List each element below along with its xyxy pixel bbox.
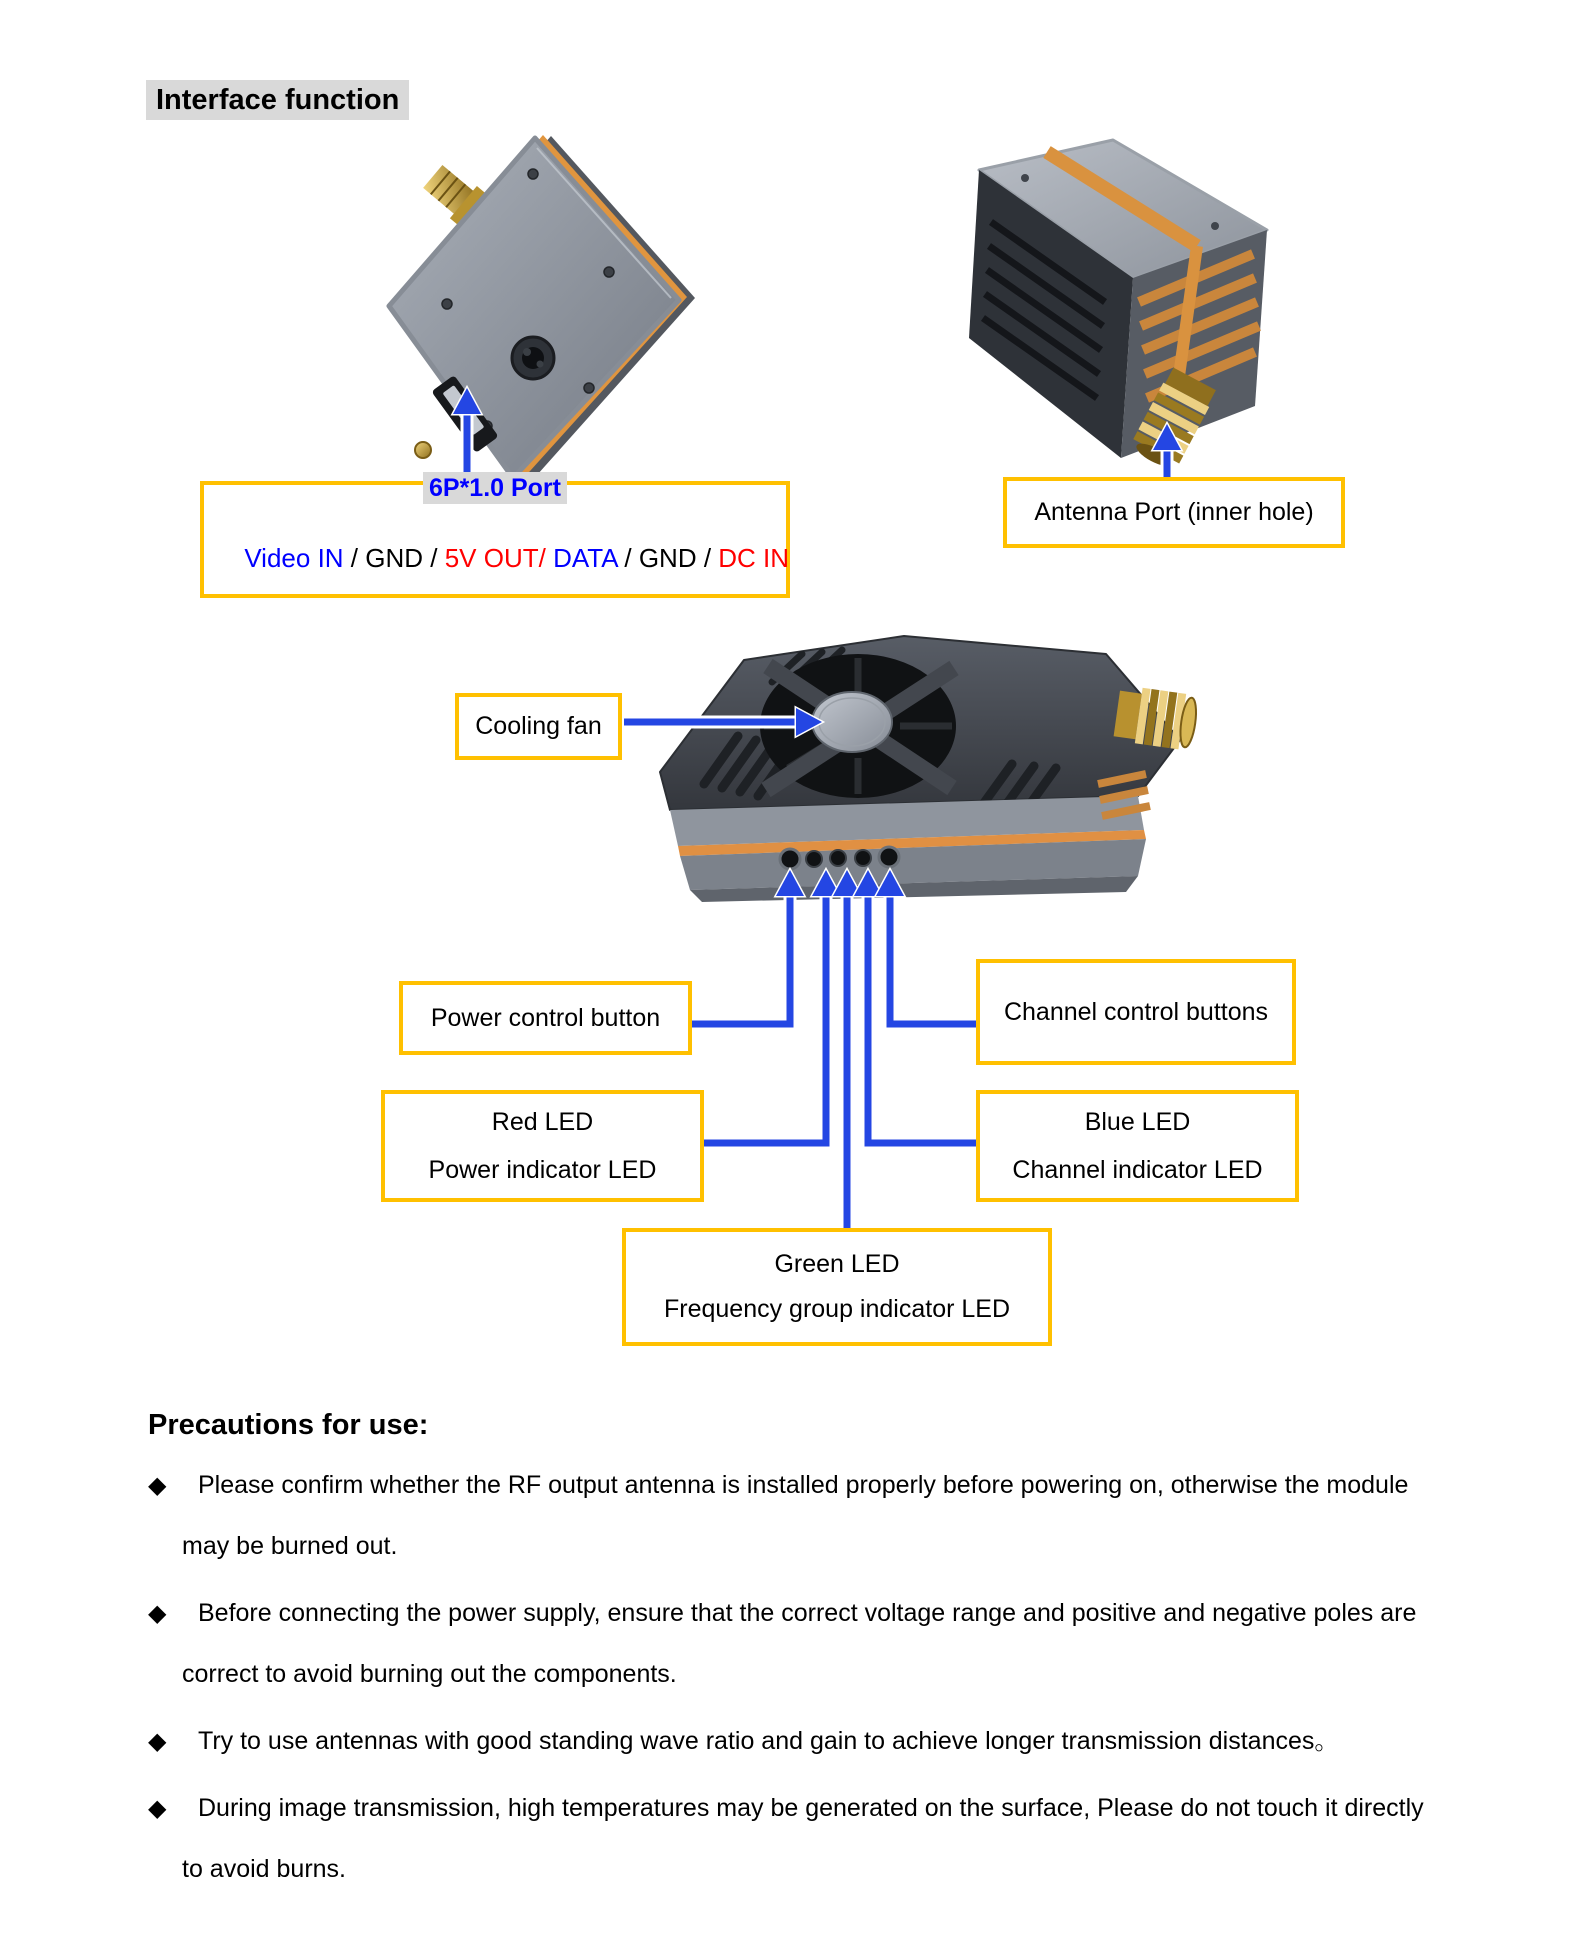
- channel-button: [879, 847, 899, 867]
- precaution-text-line: Try to use antennas with good standing wave ratio and gain to achieve longer transmission distances。: [198, 1727, 1340, 1755]
- diamond-bullet-icon: ◆: [148, 1472, 167, 1499]
- blue-led-line2: Channel indicator LED: [1012, 1155, 1263, 1184]
- 6p-port-title: 6P*1.0 Port: [423, 472, 567, 504]
- diamond-bullet-icon: ◆: [148, 1600, 167, 1627]
- precaution-item: [148, 1455, 1568, 1577]
- pin-segment: /: [696, 543, 719, 573]
- pin-segment: /: [423, 543, 445, 573]
- mount-nut: [512, 337, 554, 379]
- antenna-port-label: Antenna Port (inner hole): [1034, 498, 1314, 526]
- red-led-line1: Red LED: [491, 1107, 594, 1136]
- callout-channel-control-buttons: [976, 959, 1296, 1065]
- blue-led: [855, 850, 871, 866]
- precaution-item: [148, 1778, 1568, 1900]
- corner-screw: [415, 442, 431, 458]
- power-button: [780, 849, 800, 869]
- pin-segment: /: [617, 543, 639, 573]
- 6p-port-title-row: [423, 474, 567, 503]
- pin-segment: 5V OUT: [444, 543, 539, 573]
- power-control-label: Power control button: [430, 1003, 661, 1032]
- precaution-text-line: Please confirm whether the RF output antenna is installed properly before powering on, otherwise the module: [198, 1471, 1409, 1499]
- screw-hole: [1021, 174, 1029, 182]
- transmitter-top-fan-view-photo: [646, 624, 1196, 919]
- pin-segment: GND: [365, 543, 424, 573]
- blue-led-line1: Blue LED: [1084, 1107, 1191, 1136]
- green-led-line2: Frequency group indicator LED: [663, 1295, 1011, 1323]
- green-led-line1: Green LED: [774, 1250, 900, 1278]
- diamond-bullet-icon: ◆: [148, 1728, 167, 1755]
- transmitter-front-view-photo: [383, 126, 703, 491]
- page-title: [146, 84, 409, 117]
- precautions-heading: Precautions for use:: [148, 1409, 429, 1441]
- callout-cooling-fan: [455, 693, 622, 760]
- precautions-section: [148, 1407, 1568, 1906]
- screw-hole: [1211, 222, 1219, 230]
- precaution-text-line: correct to avoid burning out the components.: [182, 1660, 677, 1688]
- precaution-item: [148, 1583, 1568, 1705]
- pin-segment: DATA: [553, 543, 618, 573]
- fan-hub: [812, 692, 892, 752]
- transmitter-front-view-illustration: [383, 126, 703, 491]
- red-led: [806, 851, 822, 867]
- precaution-text-line: During image transmission, high temperatures may be generated on the surface, Please do not touch it directly: [198, 1794, 1424, 1822]
- arrow-green-led: [833, 870, 861, 1228]
- callout-power-control-button: [399, 981, 692, 1055]
- callout-blue-led: [976, 1090, 1299, 1202]
- pin-segment: /: [343, 543, 366, 573]
- transmitter-heatsink-view-photo: [965, 126, 1335, 506]
- pin-segment: DC IN: [718, 543, 790, 573]
- pin-segment: Video IN: [244, 543, 344, 573]
- pin-segment: GND: [638, 543, 697, 573]
- callout-antenna-port: [1003, 477, 1345, 548]
- cooling-fan-label: Cooling fan: [475, 712, 602, 740]
- green-led: [830, 850, 846, 866]
- pin-segment: /: [538, 543, 554, 573]
- transmitter-heatsink-view-illustration: [965, 126, 1335, 506]
- precaution-text-line: may be burned out.: [182, 1532, 398, 1560]
- callout-red-led: [381, 1090, 704, 1202]
- channel-control-label: Channel control buttons: [1003, 997, 1269, 1026]
- precaution-text-line: to avoid burns.: [182, 1855, 346, 1883]
- precaution-text-line: Before connecting the power supply, ensure that the correct voltage range and positive and negative poles are: [198, 1599, 1417, 1627]
- precaution-item: [148, 1711, 1568, 1772]
- callout-6p-port: [200, 474, 790, 598]
- page-title-text: Interface function: [146, 80, 409, 120]
- 6p-port-pinout: [201, 512, 789, 605]
- transmitter-top-fan-view-illustration: [646, 624, 1196, 919]
- red-led-line2: Power indicator LED: [428, 1155, 657, 1184]
- diamond-bullet-icon: ◆: [148, 1795, 167, 1822]
- callout-green-led: [622, 1228, 1052, 1346]
